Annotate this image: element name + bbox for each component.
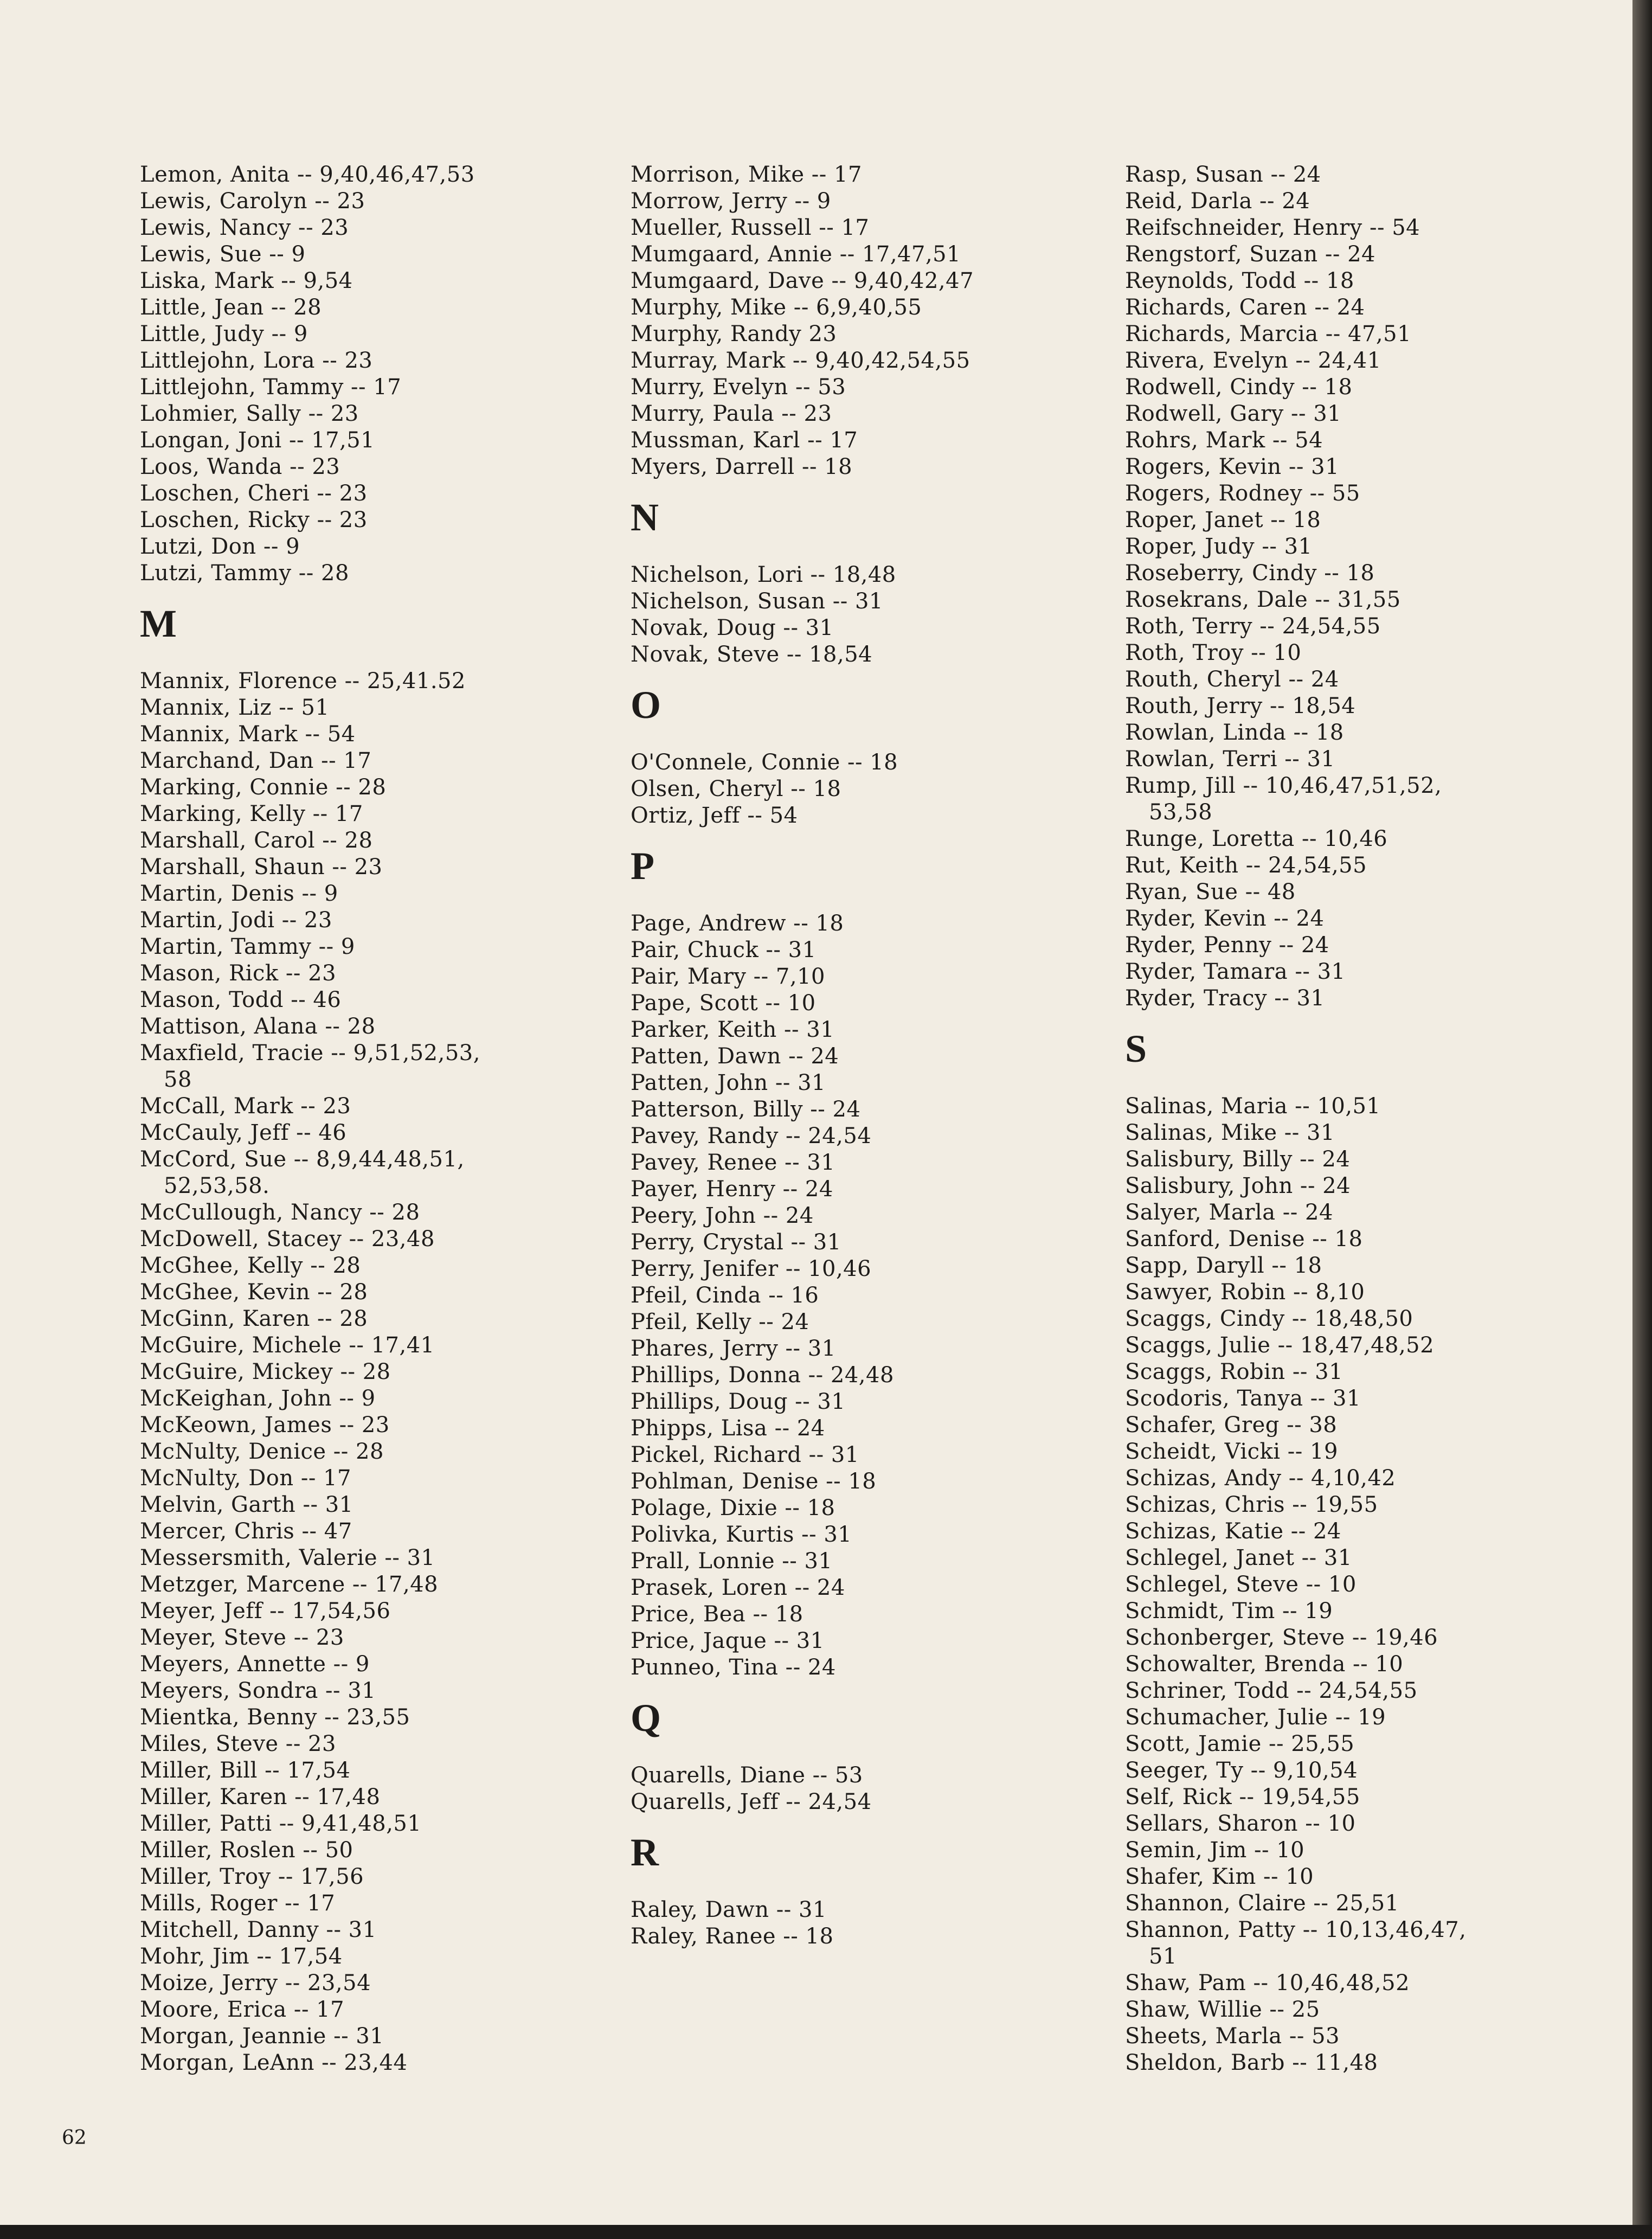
index-entry: Rut, Keith -- 24,54,55 (1125, 853, 1367, 878)
index-entry: McGinn, Karen -- 28 (140, 1306, 368, 1331)
index-entry: Raley, Dawn -- 31 (631, 1897, 827, 1922)
index-entry: Little, Jean -- 28 (140, 295, 322, 320)
index-entry: Sapp, Daryll -- 18 (1125, 1253, 1322, 1278)
index-entry: Meyers, Annette -- 9 (140, 1652, 370, 1677)
index-entry: Shaw, Pam -- 10,46,48,52 (1125, 1971, 1410, 1996)
index-entry: Shannon, Patty -- 10,13,46,47, (1125, 1917, 1467, 1942)
index-entry: Metzger, Marcene -- 17,48 (140, 1572, 439, 1597)
index-entry: Marking, Kelly -- 17 (140, 801, 363, 826)
index-entry: Melvin, Garth -- 31 (140, 1492, 353, 1517)
index-entry: Rowlan, Linda -- 18 (1125, 720, 1344, 745)
index-entry: Schizas, Andy -- 4,10,42 (1125, 1466, 1396, 1491)
index-entry: Phillips, Donna -- 24,48 (631, 1363, 894, 1388)
index-entry: Phipps, Lisa -- 24 (631, 1416, 825, 1441)
index-entry: Little, Judy -- 9 (140, 322, 308, 347)
index-entry: Moize, Jerry -- 23,54 (140, 1971, 371, 1996)
index-entry: Shaw, Willie -- 25 (1125, 1997, 1320, 2022)
index-entry: Miller, Roslen -- 50 (140, 1838, 353, 1863)
index-entry: Morgan, LeAnn -- 23,44 (140, 2050, 408, 2075)
index-entry: Schowalter, Brenda -- 10 (1125, 1652, 1404, 1677)
index-entry: Routh, Jerry -- 18,54 (1125, 694, 1356, 718)
index-entry: Price, Jaque -- 31 (631, 1628, 825, 1653)
index-entry: Runge, Loretta -- 10,46 (1125, 826, 1388, 851)
index-entry: Novak, Doug -- 31 (631, 615, 834, 640)
index-entry: McGuire, Michele -- 17,41 (140, 1333, 435, 1358)
index-entry: Salisbury, Billy -- 24 (1125, 1147, 1351, 1172)
index-entry: Pickel, Richard -- 31 (631, 1442, 859, 1467)
index-entry: Olsen, Cheryl -- 18 (631, 777, 841, 801)
index-entry: Roseberry, Cindy -- 18 (1125, 561, 1375, 586)
section-letter: N (631, 496, 659, 539)
index-entry: Roper, Judy -- 31 (1125, 534, 1313, 559)
index-entry: Littlejohn, Lora -- 23 (140, 348, 373, 373)
index-entry-continuation: 51 (1149, 1944, 1177, 1969)
index-entry: Meyer, Steve -- 23 (140, 1625, 344, 1650)
index-entry: Sellars, Sharon -- 10 (1125, 1811, 1356, 1836)
index-entry: Pohlman, Denise -- 18 (631, 1469, 877, 1494)
index-entry: Loos, Wanda -- 23 (140, 454, 340, 479)
index-entry: Ryder, Kevin -- 24 (1125, 906, 1325, 931)
index-entry: Mannix, Mark -- 54 (140, 722, 356, 747)
index-entry: Lewis, Carolyn -- 23 (140, 189, 365, 214)
index-entry: Sawyer, Robin -- 8,10 (1125, 1280, 1365, 1305)
index-entry: Shafer, Kim -- 10 (1125, 1864, 1314, 1889)
index-entry: Seeger, Ty -- 9,10,54 (1125, 1758, 1358, 1783)
index-entry: Schizas, Chris -- 19,55 (1125, 1492, 1378, 1517)
index-entry: Rogers, Kevin -- 31 (1125, 454, 1340, 479)
index-entry: Lewis, Sue -- 9 (140, 242, 306, 267)
index-entry: Mohr, Jim -- 17,54 (140, 1944, 343, 1969)
index-entry: Schafer, Greg -- 38 (1125, 1413, 1338, 1438)
section-letter: O (631, 683, 661, 727)
index-entry: Rohrs, Mark -- 54 (1125, 428, 1323, 453)
index-entry: Sheldon, Barb -- 11,48 (1125, 2050, 1378, 2075)
index-entry: Schonberger, Steve -- 19,46 (1125, 1625, 1438, 1650)
index-entry: Ryder, Penny -- 24 (1125, 933, 1329, 958)
index-entry: Mason, Todd -- 46 (140, 987, 342, 1012)
index-entry: Marchand, Dan -- 17 (140, 748, 372, 773)
index-entry: Semin, Jim -- 10 (1125, 1838, 1305, 1863)
page-binding-edge (1632, 0, 1652, 2239)
index-entry: Liska, Mark -- 9,54 (140, 268, 353, 293)
page-bottom-edge (0, 2225, 1652, 2239)
index-entry: Miller, Troy -- 17,56 (140, 1864, 364, 1889)
index-entry: Marking, Connie -- 28 (140, 775, 387, 800)
index-entry: Polage, Dixie -- 18 (631, 1496, 835, 1521)
index-entry: McGhee, Kelly -- 28 (140, 1253, 361, 1278)
index-entry: Reynolds, Todd -- 18 (1125, 268, 1354, 293)
section-letter: Q (631, 1696, 661, 1740)
index-entry: Rivera, Evelyn -- 24,41 (1125, 348, 1381, 373)
index-entry: Mills, Roger -- 17 (140, 1891, 336, 1916)
index-entry: Murphy, Randy 23 (631, 322, 837, 347)
index-entry: Messersmith, Valerie -- 31 (140, 1545, 435, 1570)
section-letter: S (1125, 1027, 1147, 1070)
index-entry: Ryder, Tamara -- 31 (1125, 959, 1346, 984)
index-entry: Mattison, Alana -- 28 (140, 1014, 376, 1039)
index-entry: McDowell, Stacey -- 23,48 (140, 1227, 435, 1252)
index-entry: Meyer, Jeff -- 17,54,56 (140, 1599, 391, 1624)
index-entry: Moore, Erica -- 17 (140, 1997, 345, 2022)
index-entry: McGuire, Mickey -- 28 (140, 1359, 391, 1384)
index-entry: Patten, John -- 31 (631, 1070, 826, 1095)
index-entry: Rodwell, Gary -- 31 (1125, 401, 1342, 426)
index-entry: Pair, Chuck -- 31 (631, 938, 817, 963)
index-entry: Mumgaard, Annie -- 17,47,51 (631, 242, 961, 267)
index-entry: Mercer, Chris -- 47 (140, 1519, 352, 1544)
index-entry: Salinas, Mike -- 31 (1125, 1120, 1335, 1145)
index-entry: Marshall, Shaun -- 23 (140, 855, 383, 880)
index-entry: Roth, Terry -- 24,54,55 (1125, 614, 1381, 639)
index-entry: O'Connele, Connie -- 18 (631, 750, 898, 775)
index-entry: Schmidt, Tim -- 19 (1125, 1599, 1333, 1624)
index-entry: Pavey, Renee -- 31 (631, 1150, 835, 1175)
index-entry: Salinas, Maria -- 10,51 (1125, 1094, 1381, 1119)
index-entry: Martin, Denis -- 9 (140, 881, 338, 906)
index-entry: Page, Andrew -- 18 (631, 911, 844, 936)
index-entry: Scaggs, Julie -- 18,47,48,52 (1125, 1333, 1435, 1358)
index-column-1 (140, 162, 574, 2076)
index-entry: Martin, Tammy -- 9 (140, 934, 355, 959)
index-entry: Novak, Steve -- 18,54 (631, 642, 873, 667)
index-entry: Patten, Dawn -- 24 (631, 1044, 839, 1069)
index-entry: Reid, Darla -- 24 (1125, 189, 1310, 214)
index-entry: Martin, Jodi -- 23 (140, 908, 332, 933)
index-entry: Sheets, Marla -- 53 (1125, 2024, 1340, 2049)
index-entry: Schumacher, Julie -- 19 (1125, 1705, 1386, 1730)
index-entry: Perry, Crystal -- 31 (631, 1230, 841, 1255)
index-entry: Morrison, Mike -- 17 (631, 162, 862, 187)
index-entry: Pair, Mary -- 7,10 (631, 964, 825, 989)
index-entry: Mitchell, Danny -- 31 (140, 1917, 377, 1942)
index-entry: McKeown, James -- 23 (140, 1413, 390, 1438)
index-entry: Peery, John -- 24 (631, 1203, 814, 1228)
index-entry-continuation: 52,53,58. (164, 1173, 270, 1198)
index-entry: McNulty, Denice -- 28 (140, 1439, 384, 1464)
index-entry: McCall, Mark -- 23 (140, 1094, 351, 1119)
index-entry: Schlegel, Janet -- 31 (1125, 1545, 1352, 1570)
index-entry: Miller, Karen -- 17,48 (140, 1785, 381, 1810)
index-entry: Meyers, Sondra -- 31 (140, 1678, 376, 1703)
index-entry: Scaggs, Cindy -- 18,48,50 (1125, 1306, 1413, 1331)
index-entry: Roth, Troy -- 10 (1125, 640, 1302, 665)
index-entry: McCauly, Jeff -- 46 (140, 1120, 347, 1145)
index-entry: Murry, Evelyn -- 53 (631, 375, 846, 400)
index-entry: Self, Rick -- 19,54,55 (1125, 1785, 1360, 1810)
index-entry: Miller, Bill -- 17,54 (140, 1758, 351, 1783)
index-entry: Mason, Rick -- 23 (140, 961, 337, 986)
section-letter: M (140, 602, 177, 645)
index-entry: Prasek, Loren -- 24 (631, 1575, 845, 1600)
index-entry: Murphy, Mike -- 6,9,40,55 (631, 295, 922, 320)
index-entry: Myers, Darrell -- 18 (631, 454, 853, 479)
index-entry: McGhee, Kevin -- 28 (140, 1280, 368, 1305)
index-entry: Rodwell, Cindy -- 18 (1125, 375, 1353, 400)
index-entry: Roper, Janet -- 18 (1125, 508, 1321, 533)
index-entry: Quarells, Jeff -- 24,54 (631, 1789, 872, 1814)
index-entry: McKeighan, John -- 9 (140, 1386, 376, 1411)
index-entry: Perry, Jenifer -- 10,46 (631, 1256, 872, 1281)
index-entry: Murry, Paula -- 23 (631, 401, 832, 426)
index-entry: Lohmier, Sally -- 23 (140, 401, 359, 426)
index-entry: Rogers, Rodney -- 55 (1125, 481, 1360, 506)
index-entry: Pape, Scott -- 10 (631, 991, 816, 1016)
index-entry: Rasp, Susan -- 24 (1125, 162, 1321, 187)
index-entry: Sanford, Denise -- 18 (1125, 1227, 1363, 1252)
index-entry: Ryan, Sue -- 48 (1125, 880, 1296, 904)
index-entry: Polivka, Kurtis -- 31 (631, 1522, 852, 1547)
index-entry: Lemon, Anita -- 9,40,46,47,53 (140, 162, 475, 187)
index-entry: Scodoris, Tanya -- 31 (1125, 1386, 1361, 1411)
index-entry: Miles, Steve -- 23 (140, 1731, 336, 1756)
index-entry: Routh, Cheryl -- 24 (1125, 667, 1339, 692)
index-entry: Murray, Mark -- 9,40,42,54,55 (631, 348, 970, 373)
index-entry: Salyer, Marla -- 24 (1125, 1200, 1333, 1225)
index-entry: Pavey, Randy -- 24,54 (631, 1124, 872, 1149)
index-entry: Schlegel, Steve -- 10 (1125, 1572, 1357, 1597)
index-entry: Nichelson, Lori -- 18,48 (631, 562, 896, 587)
section-letter: P (631, 844, 654, 888)
index-entry: McCord, Sue -- 8,9,44,48,51, (140, 1147, 465, 1172)
index-entry: Richards, Marcia -- 47,51 (1125, 322, 1412, 347)
index-entry: Punneo, Tina -- 24 (631, 1655, 836, 1680)
index-entry: Morgan, Jeannie -- 31 (140, 2024, 384, 2049)
index-entry-continuation: 53,58 (1149, 800, 1213, 825)
index-entry: Ortiz, Jeff -- 54 (631, 803, 798, 828)
index-entry: Richards, Caren -- 24 (1125, 295, 1365, 320)
index-entry: Quarells, Diane -- 53 (631, 1763, 863, 1788)
index-entry: Reifschneider, Henry -- 54 (1125, 215, 1420, 240)
index-entry: Loschen, Cheri -- 23 (140, 481, 368, 506)
index-column-3 (1125, 162, 1613, 2076)
index-entry: Price, Bea -- 18 (631, 1602, 803, 1627)
index-column-2 (631, 162, 1064, 1950)
index-entry: Parker, Keith -- 31 (631, 1017, 835, 1042)
index-entry: Mannix, Florence -- 25,41.52 (140, 669, 466, 694)
index-entry: Loschen, Ricky -- 23 (140, 508, 368, 533)
index-entry: Salisbury, John -- 24 (1125, 1173, 1351, 1198)
index-entry: Scheidt, Vicki -- 19 (1125, 1439, 1338, 1464)
index-entry: Phillips, Doug -- 31 (631, 1389, 846, 1414)
index-entry: Schizas, Katie -- 24 (1125, 1519, 1341, 1544)
index-entry: Shannon, Claire -- 25,51 (1125, 1891, 1399, 1916)
index-entry: Scott, Jamie -- 25,55 (1125, 1731, 1355, 1756)
index-entry: Mussman, Karl -- 17 (631, 428, 858, 453)
index-entry: Ryder, Tracy -- 31 (1125, 986, 1325, 1011)
index-entry: Lewis, Nancy -- 23 (140, 215, 349, 240)
index-entry: McNulty, Don -- 17 (140, 1466, 351, 1491)
index-entry: Schriner, Todd -- 24,54,55 (1125, 1678, 1418, 1703)
index-entry: Phares, Jerry -- 31 (631, 1336, 836, 1361)
index-entry: Morrow, Jerry -- 9 (631, 189, 831, 214)
index-entry: Rowlan, Terri -- 31 (1125, 747, 1335, 772)
index-entry: Mueller, Russell -- 17 (631, 215, 870, 240)
section-letter: R (631, 1831, 659, 1874)
index-entry: Mientka, Benny -- 23,55 (140, 1705, 410, 1730)
index-entry: Rosekrans, Dale -- 31,55 (1125, 587, 1401, 612)
index-entry: Scaggs, Robin -- 31 (1125, 1359, 1344, 1384)
index-entry: Littlejohn, Tammy -- 17 (140, 375, 402, 400)
index-entry: Pfeil, Kelly -- 24 (631, 1310, 809, 1335)
index-entry: Longan, Joni -- 17,51 (140, 428, 375, 453)
index-entry: Lutzi, Don -- 9 (140, 534, 300, 559)
index-entry: Mumgaard, Dave -- 9,40,42,47 (631, 268, 974, 293)
index-entry: McCullough, Nancy -- 28 (140, 1200, 420, 1225)
index-entry-continuation: 58 (164, 1067, 192, 1092)
index-entry: Miller, Patti -- 9,41,48,51 (140, 1811, 422, 1836)
index-entry: Lutzi, Tammy -- 28 (140, 561, 349, 586)
index-entry: Maxfield, Tracie -- 9,51,52,53, (140, 1041, 480, 1066)
page-number: 62 (62, 2127, 87, 2149)
index-entry: Rengstorf, Suzan -- 24 (1125, 242, 1375, 267)
index-entry: Raley, Ranee -- 18 (631, 1924, 834, 1949)
index-entry: Marshall, Carol -- 28 (140, 828, 373, 853)
index-entry: Rump, Jill -- 10,46,47,51,52, (1125, 773, 1442, 798)
index-entry: Mannix, Liz -- 51 (140, 695, 330, 720)
index-entry: Pfeil, Cinda -- 16 (631, 1283, 819, 1308)
index-entry: Patterson, Billy -- 24 (631, 1097, 861, 1122)
index-entry: Nichelson, Susan -- 31 (631, 589, 883, 614)
index-entry: Payer, Henry -- 24 (631, 1177, 833, 1202)
index-entry: Prall, Lonnie -- 31 (631, 1549, 833, 1574)
